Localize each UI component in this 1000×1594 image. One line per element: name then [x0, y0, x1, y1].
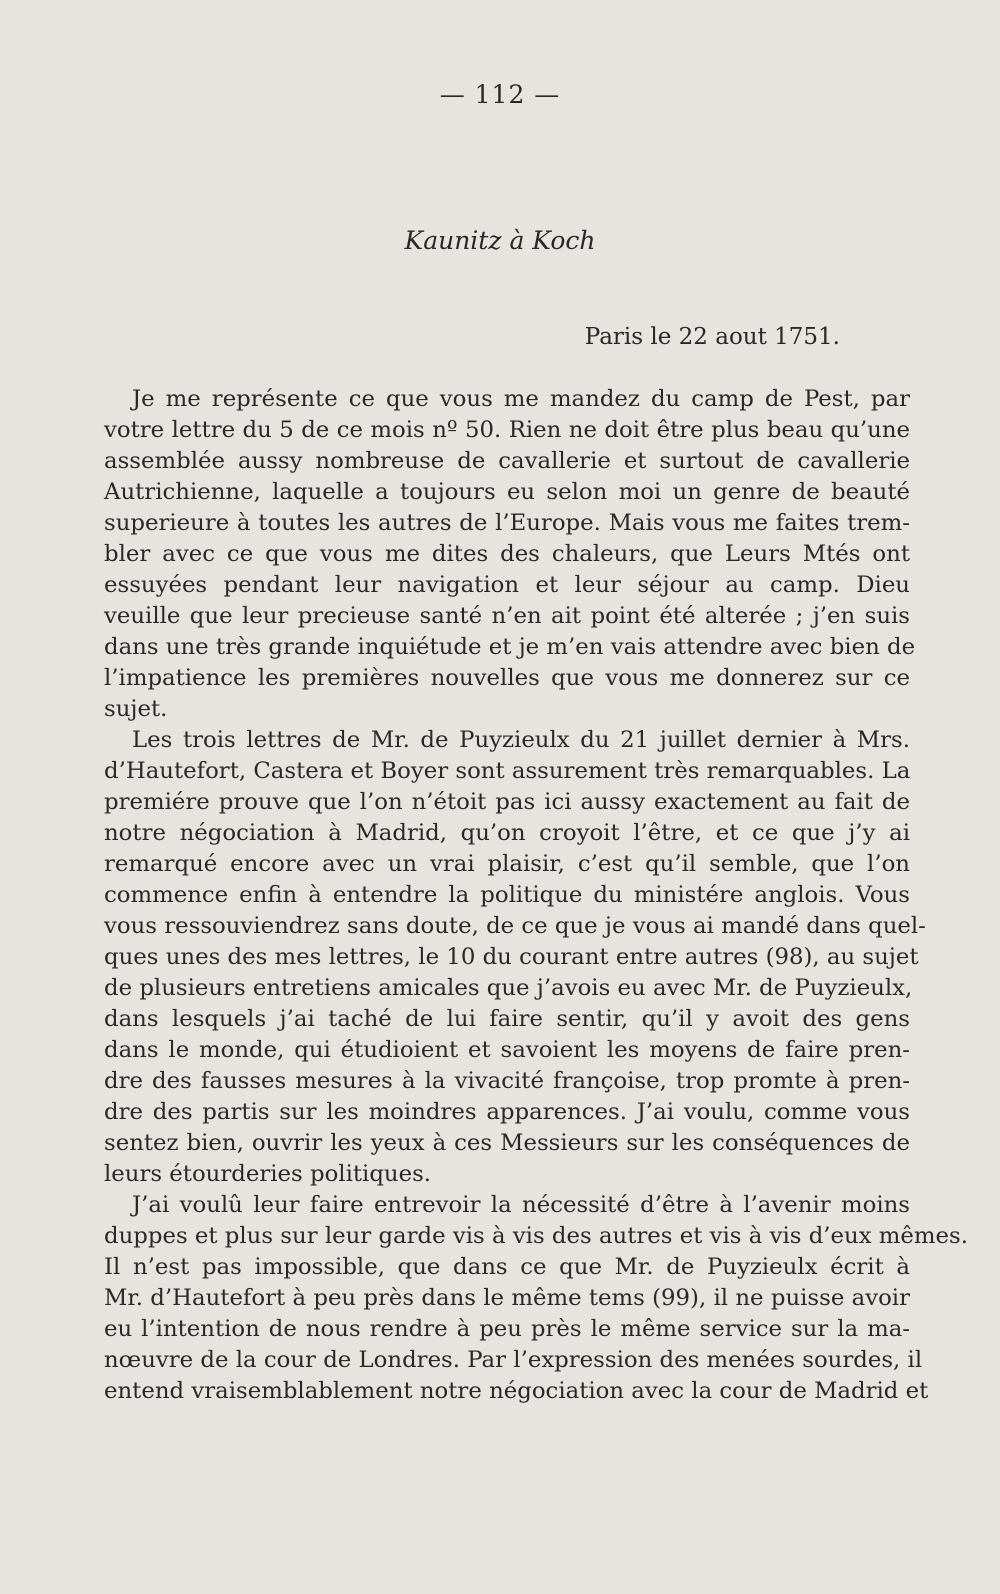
paragraph — [104, 725, 926, 1190]
text-line: dans une très grande inquiétude et je m’en vais attendre avec bien de — [104, 634, 916, 660]
text-line: de plusieurs entretiens amicales que j’avois eu avec Mr. de Puyzieulx, — [104, 975, 913, 1001]
text-line: l’impatience les premières nouvelles que vous me donnerez sur ce — [104, 665, 910, 691]
text-line: J’ai voulû leur faire entrevoir la nécessité d’être à l’avenir moins — [132, 1192, 910, 1218]
letter-title: Kaunitz à Koch — [404, 226, 596, 255]
text-line: assemblée aussy nombreuse de cavallerie et surtout de cavallerie — [104, 448, 910, 474]
text-line: veuille que leur precieuse santé n’en ait point été alterée ; j’en suis — [104, 603, 910, 629]
text-line: d’Hautefort, Castera et Boyer sont assurement très remarquables. La — [104, 758, 911, 784]
paragraph — [104, 1190, 968, 1407]
text-line: Autrichienne, laquelle a toujours eu selon moi un genre de beauté — [104, 479, 910, 505]
text-line: superieure à toutes les autres de l’Europe. Mais vous me faites trem- — [104, 510, 910, 536]
text-line: dans le monde, qui étudioient et savoient les moyens de faire pren- — [104, 1037, 910, 1063]
text-line: ques unes des mes lettres, le 10 du courant entre autres (98), au sujet — [104, 944, 919, 970]
text-line: essuyées pendant leur navigation et leur séjour au camp. Dieu — [104, 572, 910, 598]
text-line: sujet. — [104, 696, 168, 722]
text-line: sentez bien, ouvrir les yeux à ces Messieurs sur les conséquences de — [104, 1130, 910, 1156]
text-line: vous ressouviendrez sans doute, de ce que je vous ai mandé dans quel- — [104, 913, 926, 939]
text-line: leurs étourderies politiques. — [104, 1161, 432, 1187]
text-line: dans lesquels j’ai taché de lui faire sentir, qu’il y avoit des gens — [104, 1006, 910, 1032]
text-line: Je me représente ce que vous me mandez du camp de Pest, par — [132, 386, 910, 412]
text-line: commence enfin à entendre la politique du ministére anglois. Vous — [104, 882, 910, 908]
text-line: votre lettre du 5 de ce mois nº 50. Rien ne doit être plus beau qu’une — [104, 417, 910, 443]
text-line: Mr. d’Hautefort à peu près dans le même tems (99), il ne puisse avoir — [104, 1285, 910, 1311]
text-line: entend vraisemblablement notre négociation avec la cour de Madrid et — [104, 1378, 929, 1404]
text-line: notre négociation à Madrid, qu’on croyoit l’être, et ce que j’y ai — [104, 820, 910, 846]
text-line: duppes et plus sur leur garde vis à vis des autres et vis à vis d’eux mêmes. — [104, 1223, 968, 1249]
text-line: nœuvre de la cour de Londres. Par l’expression des menées sourdes, il — [104, 1347, 923, 1373]
text-line: Les trois lettres de Mr. de Puyzieulx du 21 juillet dernier à Mrs. — [132, 727, 910, 753]
letter-date: Paris le 22 aout 1751. — [584, 324, 840, 350]
text-line: eu l’intention de nous rendre à peu près le même service sur la ma- — [104, 1316, 910, 1342]
page-number: — 112 — — [439, 80, 561, 109]
text-line: dre des fausses mesures à la vivacité françoise, trop promte à pren- — [104, 1068, 910, 1094]
text-line: Il n’est pas impossible, que dans ce que Mr. de Puyzieulx écrit à — [104, 1254, 910, 1280]
paragraph — [104, 384, 916, 725]
text-line: premiére prouve que l’on n’étoit pas ici aussy exactement au fait de — [104, 789, 910, 815]
letter-body — [104, 384, 968, 1407]
text-line: dre des partis sur les moindres apparences. J’ai voulu, comme vous — [104, 1099, 910, 1125]
text-line: remarqué encore avec un vrai plaisir, c’est qu’il semble, que l’on — [104, 851, 910, 877]
text-line: bler avec ce que vous me dites des chaleurs, que Leurs Mtés ont — [104, 541, 910, 567]
